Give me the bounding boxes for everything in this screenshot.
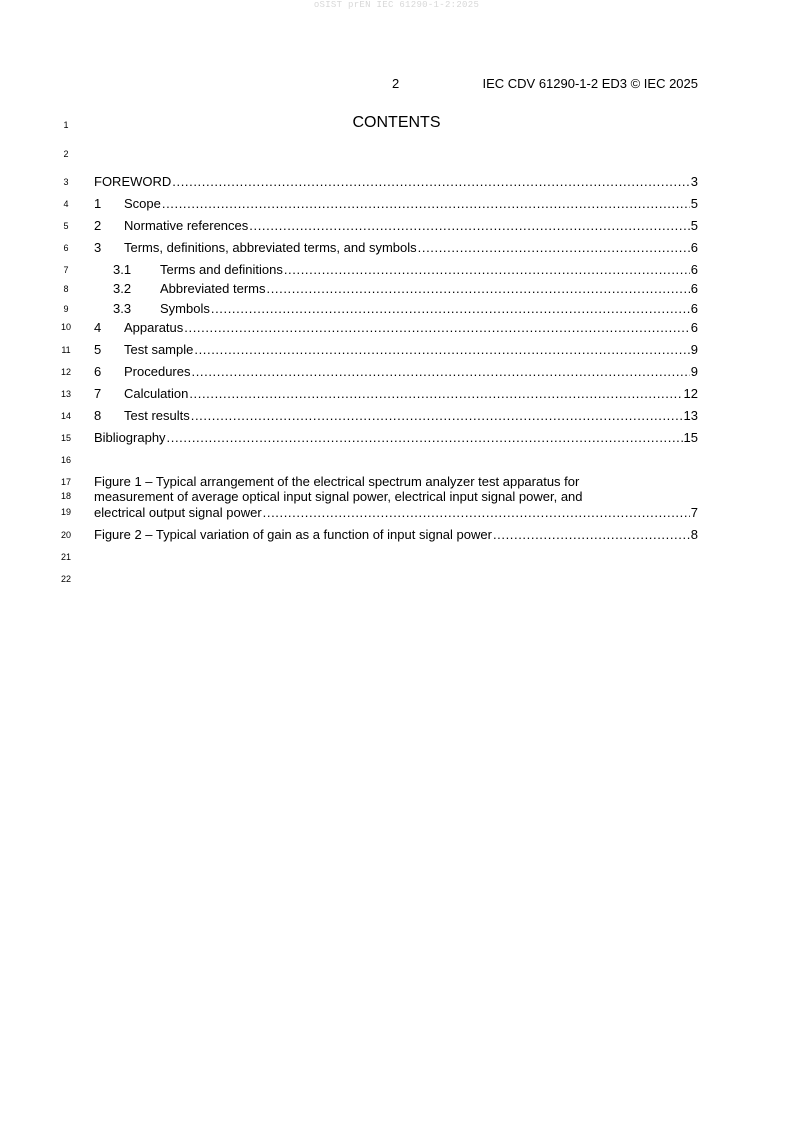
line-number: 6: [63, 243, 69, 253]
toc-label: Test results: [124, 408, 190, 423]
line-number: 9: [63, 304, 69, 314]
toc-entry-scope[interactable]: [94, 196, 698, 212]
watermark: oSIST prEN IEC 61290-1-2:2025: [313, 0, 480, 10]
toc-leader: [418, 240, 690, 256]
figure-page: 7: [690, 505, 698, 520]
line-number: 3: [63, 177, 69, 187]
toc-leader: [191, 364, 689, 380]
toc-page: 15: [683, 430, 698, 445]
toc-page: 6: [690, 301, 698, 316]
figure-1-caption-line-2: measurement of average optical input signal power, electrical input signal power, and: [94, 489, 583, 504]
line-number: 15: [60, 433, 71, 443]
toc-leader: [493, 527, 690, 543]
line-number: 20: [60, 530, 71, 540]
toc-label: Test sample: [124, 342, 194, 357]
toc-entry-procedures[interactable]: [94, 364, 698, 380]
toc-page: 3: [690, 174, 698, 189]
toc-page: 5: [690, 196, 698, 211]
toc-leader: [267, 281, 690, 297]
figure-1-caption-line-1: Figure 1 – Typical arrangement of the electrical spectrum analyzer test apparatus for: [94, 474, 580, 489]
line-number: 5: [63, 221, 69, 231]
toc-number: 7: [94, 386, 102, 401]
figure-entry-2[interactable]: [94, 527, 698, 543]
toc-number: 6: [94, 364, 102, 379]
document-id: IEC CDV 61290-1-2 ED3 © IEC 2025: [482, 76, 698, 91]
figure-label: electrical output signal power: [94, 505, 262, 520]
toc-leader: [191, 408, 683, 424]
line-number: 14: [60, 411, 71, 421]
toc-leader: [172, 174, 689, 190]
toc-entry-terms[interactable]: [94, 240, 698, 256]
toc-entry-symbols[interactable]: [113, 301, 698, 317]
toc-leader: [189, 386, 682, 402]
toc-leader: [194, 342, 689, 358]
line-number: 7: [63, 265, 69, 275]
toc-leader: [249, 218, 689, 234]
toc-label: Apparatus: [124, 320, 184, 335]
line-number: 11: [61, 345, 71, 355]
line-number: 10: [60, 322, 71, 332]
toc-leader: [184, 320, 690, 336]
line-number: 16: [60, 455, 71, 465]
toc-label: Normative references: [124, 218, 249, 233]
toc-entry-terms-and-definitions[interactable]: [113, 262, 698, 278]
line-number: 13: [60, 389, 71, 399]
toc-number: 3.2: [113, 281, 132, 296]
toc-page: 13: [683, 408, 698, 423]
toc-page: 6: [690, 262, 698, 277]
toc-label: Procedures: [124, 364, 191, 379]
toc-number: 4: [94, 320, 102, 335]
figure-entry-1[interactable]: [94, 505, 698, 521]
toc-number: 3.3: [113, 301, 132, 316]
line-number: 22: [60, 574, 71, 584]
toc-leader: [263, 505, 690, 521]
toc-number: 5: [94, 342, 102, 357]
line-number: 8: [63, 284, 69, 294]
toc-page: 9: [690, 342, 698, 357]
toc-label: Abbreviated terms: [160, 281, 266, 296]
toc-label: Symbols: [160, 301, 210, 316]
toc-entry-test-sample[interactable]: [94, 342, 698, 358]
toc-leader: [167, 430, 683, 446]
toc-number: 3: [94, 240, 102, 255]
toc-page: 5: [690, 218, 698, 233]
line-number: 2: [63, 149, 69, 159]
toc-label: Terms, definitions, abbreviated terms, and symbols: [124, 240, 417, 255]
toc-number: 1: [94, 196, 102, 211]
toc-label: Scope: [124, 196, 161, 211]
line-number: 21: [60, 552, 71, 562]
toc-leader: [162, 196, 690, 212]
line-number: 19: [60, 507, 71, 517]
toc-page: 6: [690, 281, 698, 296]
toc-leader: [284, 262, 690, 278]
toc-number: 8: [94, 408, 102, 423]
figure-page: 8: [690, 527, 698, 542]
toc-entry-apparatus[interactable]: [94, 320, 698, 336]
toc-page: 6: [690, 320, 698, 335]
toc-entry-test-results[interactable]: [94, 408, 698, 424]
toc-leader: [211, 301, 690, 317]
toc-page: 9: [690, 364, 698, 379]
toc-entry-foreword[interactable]: [94, 174, 698, 190]
toc-number: 2: [94, 218, 102, 233]
page-title: CONTENTS: [352, 114, 441, 131]
toc-page: 6: [690, 240, 698, 255]
toc-label: Bibliography: [94, 430, 166, 445]
toc-number: 3.1: [113, 262, 132, 277]
toc-label: FOREWORD: [94, 174, 172, 189]
toc-entry-abbreviated-terms[interactable]: [113, 281, 698, 297]
figure-label: Figure 2 – Typical variation of gain as a function of input signal power: [94, 527, 492, 542]
line-number: 12: [60, 367, 71, 377]
line-number: 1: [63, 120, 69, 130]
line-number: 18: [60, 491, 71, 501]
toc-page: 12: [683, 386, 698, 401]
toc-entry-calculation[interactable]: [94, 386, 698, 402]
page-number: 2: [392, 76, 400, 91]
toc-label: Calculation: [124, 386, 189, 401]
line-number: 4: [63, 199, 69, 209]
toc-entry-bibliography[interactable]: [94, 430, 698, 446]
line-number: 17: [60, 477, 71, 487]
toc-label: Terms and definitions: [160, 262, 283, 277]
toc-entry-normative-references[interactable]: [94, 218, 698, 234]
